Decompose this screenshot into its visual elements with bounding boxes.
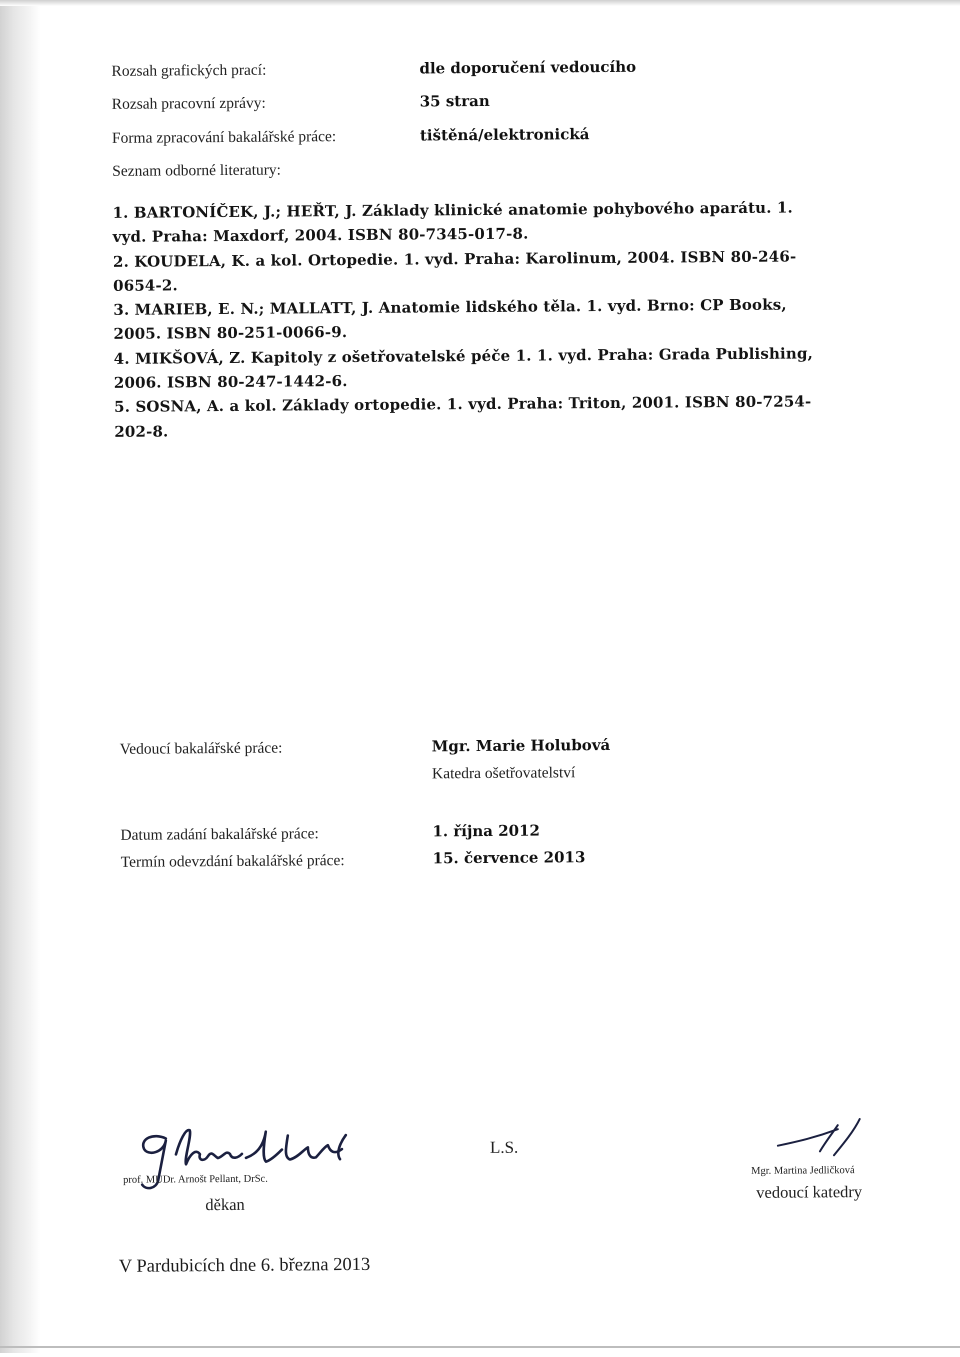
supervisor-label: Vedoucí bakalářské práce:: [119, 739, 283, 758]
supervisor-name: Mgr. Marie Holubová: [431, 735, 611, 756]
head-role: vedoucí katedry: [756, 1182, 863, 1202]
reference-item: 1. BARTONÍČEK, J.; HEŘT, J. Základy klinické anatomie pohybového aparátu. 1. vyd. Praha: Maxdorf, 2004. ISBN 80-7345-017-8.: [112, 198, 793, 247]
field-value-thesis-form: tištěná/elektronická: [419, 125, 590, 145]
place-and-date: V Pardubicích dne 6. března 2013: [118, 1254, 371, 1277]
field-label-thesis-form: Forma zpracování bakalářské práce:: [111, 128, 337, 147]
supervisor-department: Katedra ošetřovatelství: [431, 764, 576, 783]
reference-item: 4. MIKŠOVÁ, Z. Kapitoly z ošetřovatelské péče 1. 1. vyd. Praha: Grada Publishing, 2006. ISBN 80-247-1442-6.: [113, 344, 813, 392]
reference-item: 5. SOSNA, A. a kol. Základy ortopedie. 1. vyd. Praha: Triton, 2001. ISBN 80-7254-202-8.: [114, 392, 812, 441]
submission-date-label: Termín odevzdání bakalářské práce:: [120, 852, 345, 871]
reference-item: 2. KOUDELA, K. a kol. Ortopedie. 1. vyd. Praha: Karolinum, 2004. ISBN 80-246-0654-2.: [112, 247, 797, 295]
submission-date-value: 15. července 2013: [432, 848, 586, 868]
dean-name: prof. MUDr. Arnošt Pellant, DrSc.: [123, 1173, 268, 1186]
field-label-report-scope: Rozsah pracovní zprávy:: [111, 94, 266, 113]
field-value-report-scope: 35 stran: [419, 91, 490, 111]
reference-list: [112, 195, 826, 444]
field-value-graphic-scope: dle doporučení vedoucího: [419, 57, 637, 78]
assignment-date-value: 1. října 2012: [432, 821, 541, 841]
assignment-date-label: Datum zadání bakalářské práce:: [120, 825, 319, 844]
head-signature: [764, 1115, 874, 1166]
scan-bottom-edge: [0, 1346, 960, 1348]
reference-item: 3. MARIEB, E. N.; MALLATT, J. Anatomie lidského těla. 1. vyd. Brno: CP Books, 2005. ISBN 80-251-0066-9.: [113, 295, 787, 344]
seal-mark: L.S.: [489, 1137, 519, 1157]
field-label-graphic-scope: Rozsah grafických prací:: [111, 61, 267, 80]
literature-label: Seznam odborné literatury:: [112, 161, 282, 180]
head-name: Mgr. Martina Jedličková: [751, 1165, 855, 1177]
dean-role: děkan: [205, 1194, 245, 1215]
